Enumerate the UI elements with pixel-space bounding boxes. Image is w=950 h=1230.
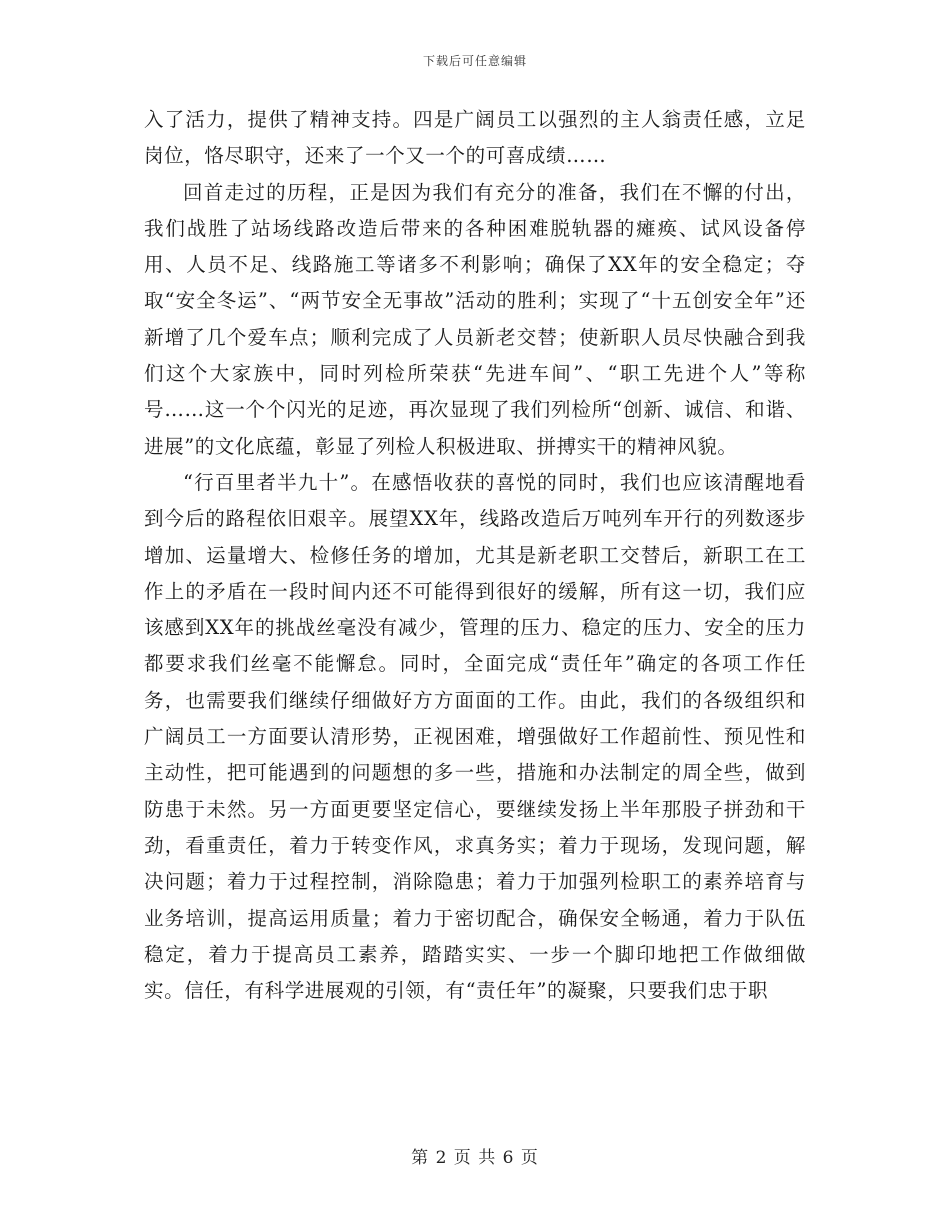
page-number: 第 2 页 共 6 页 (411, 1148, 539, 1168)
document-body (144, 102, 806, 1009)
paragraph-review: 回首走过的历程，正是因为我们有充分的准备，我们在不懈的付出，我们战胜了站场线路改造后带来的各种困难脱轨器的瘫痪、试风设备停用、人员不足、线路施工等诸多不利影响；确保了XX年的安全稳定；夺取“安全冬运”、“两节安全无事故”活动的胜利；实现了“十五创安全年”还新增了几个爱车点；顺利完成了人员新老交替；使新职人员尽快融合到我们这个大家族中，同时列检所荣获“先进车间”、“职工先进个人”等称号……这一个个闪光的足迹，再次显现了我们列检所“创新、诚信、和谐、进展”的文化底蕴，彰显了列检人积极进取、拼搏实干的精神风貌。 (144, 180, 806, 458)
paragraph-outlook: “行百里者半九十”。在感悟收获的喜悦的同时，我们也应该清醒地看到今后的路程依旧艰辛。展望XX年，线路改造后万吨列车开行的列数逐步增加、运量增大、检修任务的增加，尤其是新老职工交替后，新职工在工作上的矛盾在一段时间内还不可能得到很好的缓解，所有这一切，我们应该感到XX年的挑战丝毫没有减少，管理的压力、稳定的压力、安全的压力都要求我们丝毫不能懈怠。同时，全面完成“责任年”确定的各项工作任务，也需要我们继续仔细做好方方面面的工作。由此，我们的各级组织和广阔员工一方面要认清形势，正视困难，增强做好工作超前性、预见性和主动性，把可能遇到的问题想的多一些，措施和办法制定的周全些，做到防患于未然。另一方面更要坚定信心，要继续发扬上半年那股子拼劲和干劲，看重责任，着力于转变作风，求真务实；着力于现场，发现问题，解决问题；着力于过程控制，消除隐患；着力于加强列检职工的素养培育与业务培训，提高运用质量；着力于密切配合，确保安全畅通，着力于队伍稳定，着力于提高员工素养，踏踏实实、一步一个脚印地把工作做细做实。信任，有科学进展观的引领，有“责任年”的凝聚，只要我们忠于职 (144, 470, 806, 1003)
page-header: 下载后可任意编辑 (422, 54, 527, 68)
paragraph-continuation: 入了活力，提供了精神支持。四是广阔员工以强烈的主人翁责任感，立足岗位，恪尽职守，还来了一个又一个的可喜成绩…… (144, 108, 806, 168)
